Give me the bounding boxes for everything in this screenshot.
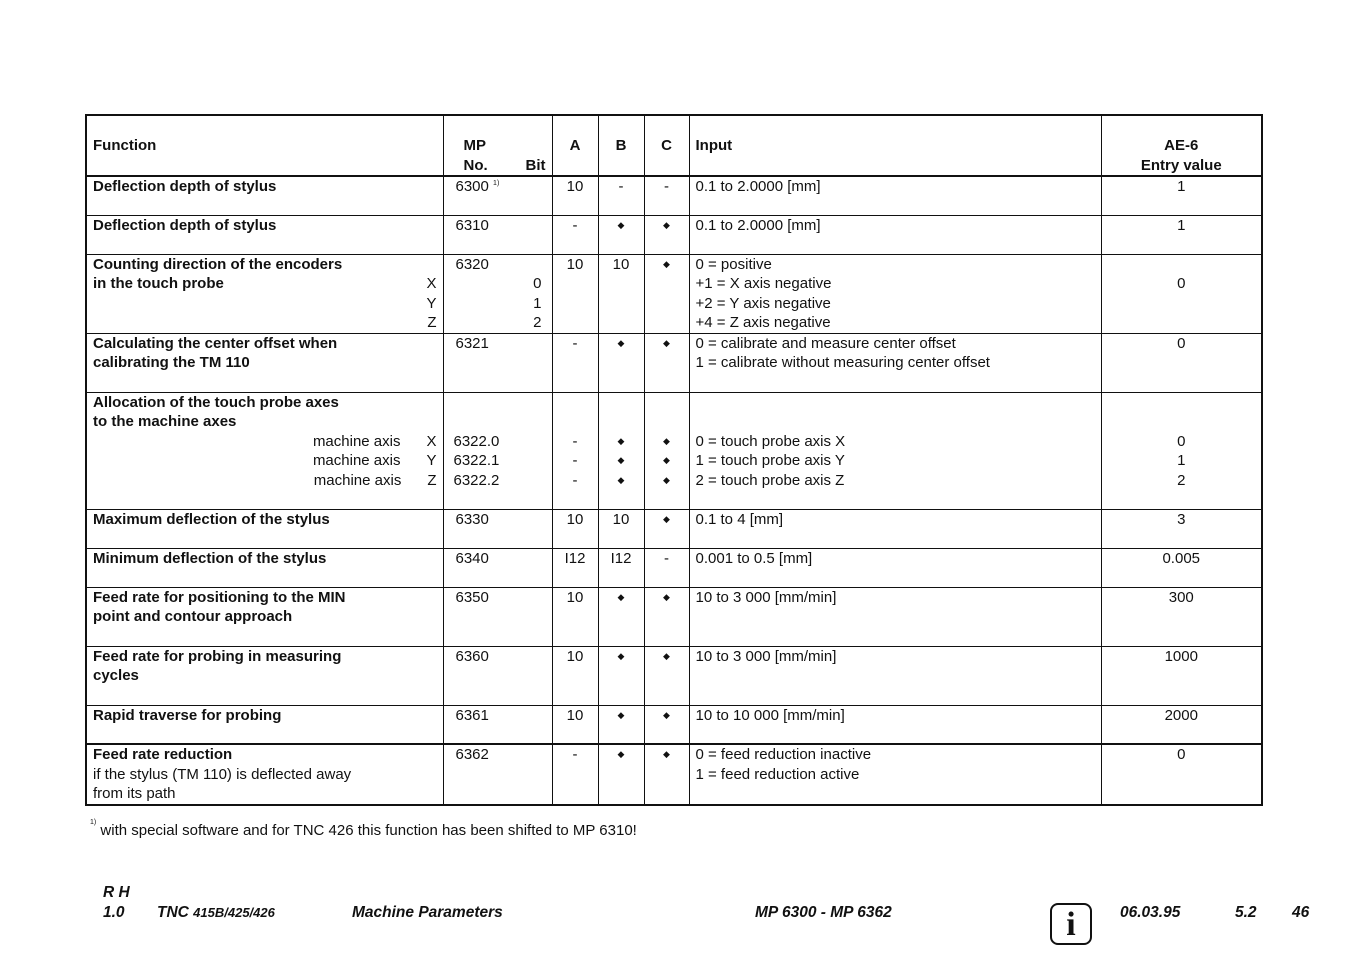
entry-value: 2 [1177, 471, 1186, 489]
function-title: to the machine axes [93, 413, 237, 430]
footer-page: 46 [1292, 904, 1310, 921]
function-title: Deflection depth of stylus [86, 176, 443, 215]
input-option: 2 = touch probe axis Z [695, 471, 845, 489]
function-title: Minimum deflection of the stylus [86, 548, 443, 587]
entry-value: 1 [1101, 215, 1262, 254]
mp-number: 6360 [443, 646, 552, 705]
table-row [86, 705, 1262, 744]
entry-value: 0 [1101, 254, 1262, 333]
input-options [689, 333, 1101, 392]
header-mp-bit: Bit [525, 156, 546, 174]
mp-value: 6320 [455, 255, 489, 273]
col-a: 10 [552, 509, 598, 548]
input-range: 0.1 to 2.0000 [mm] [689, 176, 1101, 215]
col-c: ◆ [644, 646, 689, 705]
input-range: 0.001 to 0.5 [mm] [689, 548, 1101, 587]
input-options [689, 254, 1101, 333]
col-a: - [552, 744, 598, 805]
info-icon: i [1050, 903, 1092, 945]
header-a: A [552, 115, 598, 176]
mp-number [443, 392, 552, 509]
mp-number: 6362 [443, 744, 552, 805]
table-row [86, 744, 1262, 805]
function-title: cycles [93, 667, 139, 684]
header-mp [443, 115, 552, 176]
axis-label: Y [426, 452, 437, 469]
mp-value: 6322.0 [453, 432, 500, 450]
col-b: - [598, 176, 644, 215]
entry-value: 1000 [1101, 646, 1262, 705]
footer-product [157, 904, 275, 922]
footer-date: 06.03.95 [1120, 904, 1181, 921]
function-title-line2 [93, 274, 437, 294]
col-b [598, 392, 644, 509]
input-options [689, 392, 1101, 509]
axis-row [93, 451, 437, 471]
footer-product-name: TNC [157, 904, 189, 921]
function-title: Allocation of the touch probe axes [93, 393, 339, 411]
col-b: ◆ [598, 646, 644, 705]
footer-models: 415B/425/426 [193, 905, 275, 920]
header-input: Input [689, 115, 1101, 176]
mp-value: 6322.2 [453, 471, 500, 489]
bit-value: 0 [533, 275, 542, 292]
col-c: ◆ [644, 215, 689, 254]
footer-version: 1.0 [103, 904, 125, 921]
table-row [86, 548, 1262, 587]
col-a: 10 [552, 587, 598, 646]
function-title: in the touch probe [93, 275, 224, 292]
mp-number: 6330 [443, 509, 552, 548]
col-a: - [552, 333, 598, 392]
mp-number: 6350 [443, 587, 552, 646]
col-c: ◆ [644, 509, 689, 548]
footer-section: Machine Parameters [352, 904, 503, 921]
footer-chapter: 5.2 [1235, 904, 1257, 921]
entry-value: 0 [1101, 333, 1262, 392]
header-mp-line1: MP [463, 137, 486, 154]
axis-name: machine axis [312, 432, 401, 450]
col-b: ◆ [598, 744, 644, 805]
footnote-marker: 1) [90, 819, 97, 826]
header-mp-no: No. [463, 156, 488, 174]
bit-value: 2 [533, 314, 542, 331]
col-b: ◆ [598, 587, 644, 646]
col-c: - [644, 548, 689, 587]
mp-number [443, 176, 552, 215]
table-row [86, 392, 1262, 509]
function-title: calibrating the TM 110 [93, 354, 250, 371]
function-title: Feed rate for positioning to the MIN [93, 588, 346, 606]
col-a: I12 [552, 548, 598, 587]
col-b-value: ◆ [617, 435, 625, 446]
mp-number: 6340 [443, 548, 552, 587]
col-a [552, 392, 598, 509]
entry-value: 2000 [1101, 705, 1262, 744]
function-cell [86, 254, 443, 333]
input-option: 0 = feed reduction inactive [695, 746, 872, 763]
function-cell [86, 392, 443, 509]
header-mp-line2 [464, 156, 546, 176]
function-title: Maximum deflection of the stylus [86, 509, 443, 548]
col-a-value: - [572, 471, 578, 489]
axis-label: X [426, 432, 437, 450]
col-b-value: ◆ [617, 455, 625, 465]
axis-label: Z [427, 471, 437, 489]
col-b: ◆ [598, 333, 644, 392]
col-a: 10 [552, 254, 598, 333]
col-c-value: ◆ [663, 455, 670, 465]
function-cell [86, 333, 443, 392]
function-cell [86, 744, 443, 805]
machine-parameter-table [85, 114, 1263, 806]
header-b: B [598, 115, 644, 176]
col-a-value: - [572, 432, 578, 450]
col-b: ◆ [598, 705, 644, 744]
mp-number: 6361 [443, 705, 552, 744]
axis-label: Y [426, 294, 437, 312]
footnote-marker: 1) [493, 180, 500, 187]
col-a: 10 [552, 705, 598, 744]
table-row [86, 215, 1262, 254]
axis-row [93, 471, 437, 491]
table-row [86, 254, 1262, 333]
footnote-text: with special software and for TNC 426 this function has been shifted to MP 6310! [100, 822, 637, 839]
footnote [90, 819, 637, 839]
input-range: 10 to 3 000 [mm/min] [689, 646, 1101, 705]
entry-values [1101, 392, 1262, 509]
table-row [86, 333, 1262, 392]
header-entry-value [1101, 115, 1262, 176]
entry-value: 1 [1177, 452, 1186, 469]
input-option: 1 = calibrate without measuring center offset [695, 354, 990, 371]
entry-value: 3 [1101, 509, 1262, 548]
col-c-value: ◆ [663, 435, 670, 446]
footer-range: MP 6300 - MP 6362 [755, 904, 892, 921]
col-c: ◆ [644, 254, 689, 333]
function-title: Counting direction of the encoders [93, 255, 343, 273]
col-c: ◆ [644, 705, 689, 744]
header-ae6: AE-6 [1164, 137, 1199, 154]
col-b-value: ◆ [617, 474, 625, 485]
mp-number: 6310 [443, 215, 552, 254]
mp-number: 6321 [443, 333, 552, 392]
entry-value: 1 [1101, 176, 1262, 215]
function-title: Feed rate for probing in measuring [93, 647, 342, 665]
entry-value: 0 [1177, 432, 1186, 450]
col-a: 10 [552, 176, 598, 215]
col-b: 10 [598, 254, 644, 333]
input-option: 0 = touch probe axis X [695, 432, 846, 450]
axis-label: X [426, 275, 437, 292]
col-c-value: ◆ [663, 474, 670, 485]
footer-rh: R H [103, 884, 130, 901]
bit-value: 1 [533, 294, 542, 312]
mp-value: 6322.1 [453, 452, 500, 469]
input-options [689, 744, 1101, 805]
function-description: from its path [93, 785, 176, 802]
entry-value: 0.005 [1101, 548, 1262, 587]
table-row [86, 176, 1262, 215]
col-a: - [552, 215, 598, 254]
input-option: +2 = Y axis negative [695, 294, 831, 312]
col-c: ◆ [644, 587, 689, 646]
input-option: 0 = positive [695, 255, 772, 273]
col-c: ◆ [644, 744, 689, 805]
axis-name: machine axis [313, 471, 402, 489]
entry-value: 300 [1101, 587, 1262, 646]
page-footer [103, 884, 1318, 944]
mp-value: 6300 [455, 178, 489, 195]
col-a-value: - [572, 452, 578, 469]
input-option: +4 = Z axis negative [695, 314, 831, 331]
input-range: 10 to 3 000 [mm/min] [689, 587, 1101, 646]
table-row [86, 587, 1262, 646]
col-b: ◆ [598, 215, 644, 254]
col-c: - [644, 176, 689, 215]
col-c: ◆ [644, 333, 689, 392]
col-c [644, 392, 689, 509]
mp-number [443, 254, 552, 333]
header-entry-label: Entry value [1140, 156, 1222, 174]
header-c: C [644, 115, 689, 176]
table-header-row [86, 115, 1262, 176]
input-option: 1 = feed reduction active [695, 765, 860, 783]
input-range: 0.1 to 2.0000 [mm] [689, 215, 1101, 254]
function-cell [86, 587, 443, 646]
function-title: point and contour approach [93, 608, 293, 625]
function-title: Deflection depth of stylus [86, 215, 443, 254]
header-function: Function [86, 115, 443, 176]
axis-label: Z [427, 314, 437, 331]
axis-name: machine axis [312, 452, 401, 469]
function-description: if the stylus (TM 110) is deflected away [93, 765, 352, 783]
function-title: Feed rate reduction [93, 746, 233, 763]
input-option: 1 = touch probe axis Y [695, 452, 845, 469]
col-b: I12 [598, 548, 644, 587]
table-row [86, 509, 1262, 548]
input-range: 0.1 to 4 [mm] [689, 509, 1101, 548]
function-title: Rapid traverse for probing [86, 705, 443, 744]
function-cell [86, 646, 443, 705]
axis-row [93, 432, 437, 452]
col-b: 10 [598, 509, 644, 548]
col-a: 10 [552, 646, 598, 705]
table-row [86, 646, 1262, 705]
input-option: +1 = X axis negative [695, 275, 832, 292]
input-range: 10 to 10 000 [mm/min] [689, 705, 1101, 744]
function-title: Calculating the center offset when [93, 334, 338, 352]
input-option: 0 = calibrate and measure center offset [695, 334, 956, 352]
entry-value: 0 [1101, 744, 1262, 805]
